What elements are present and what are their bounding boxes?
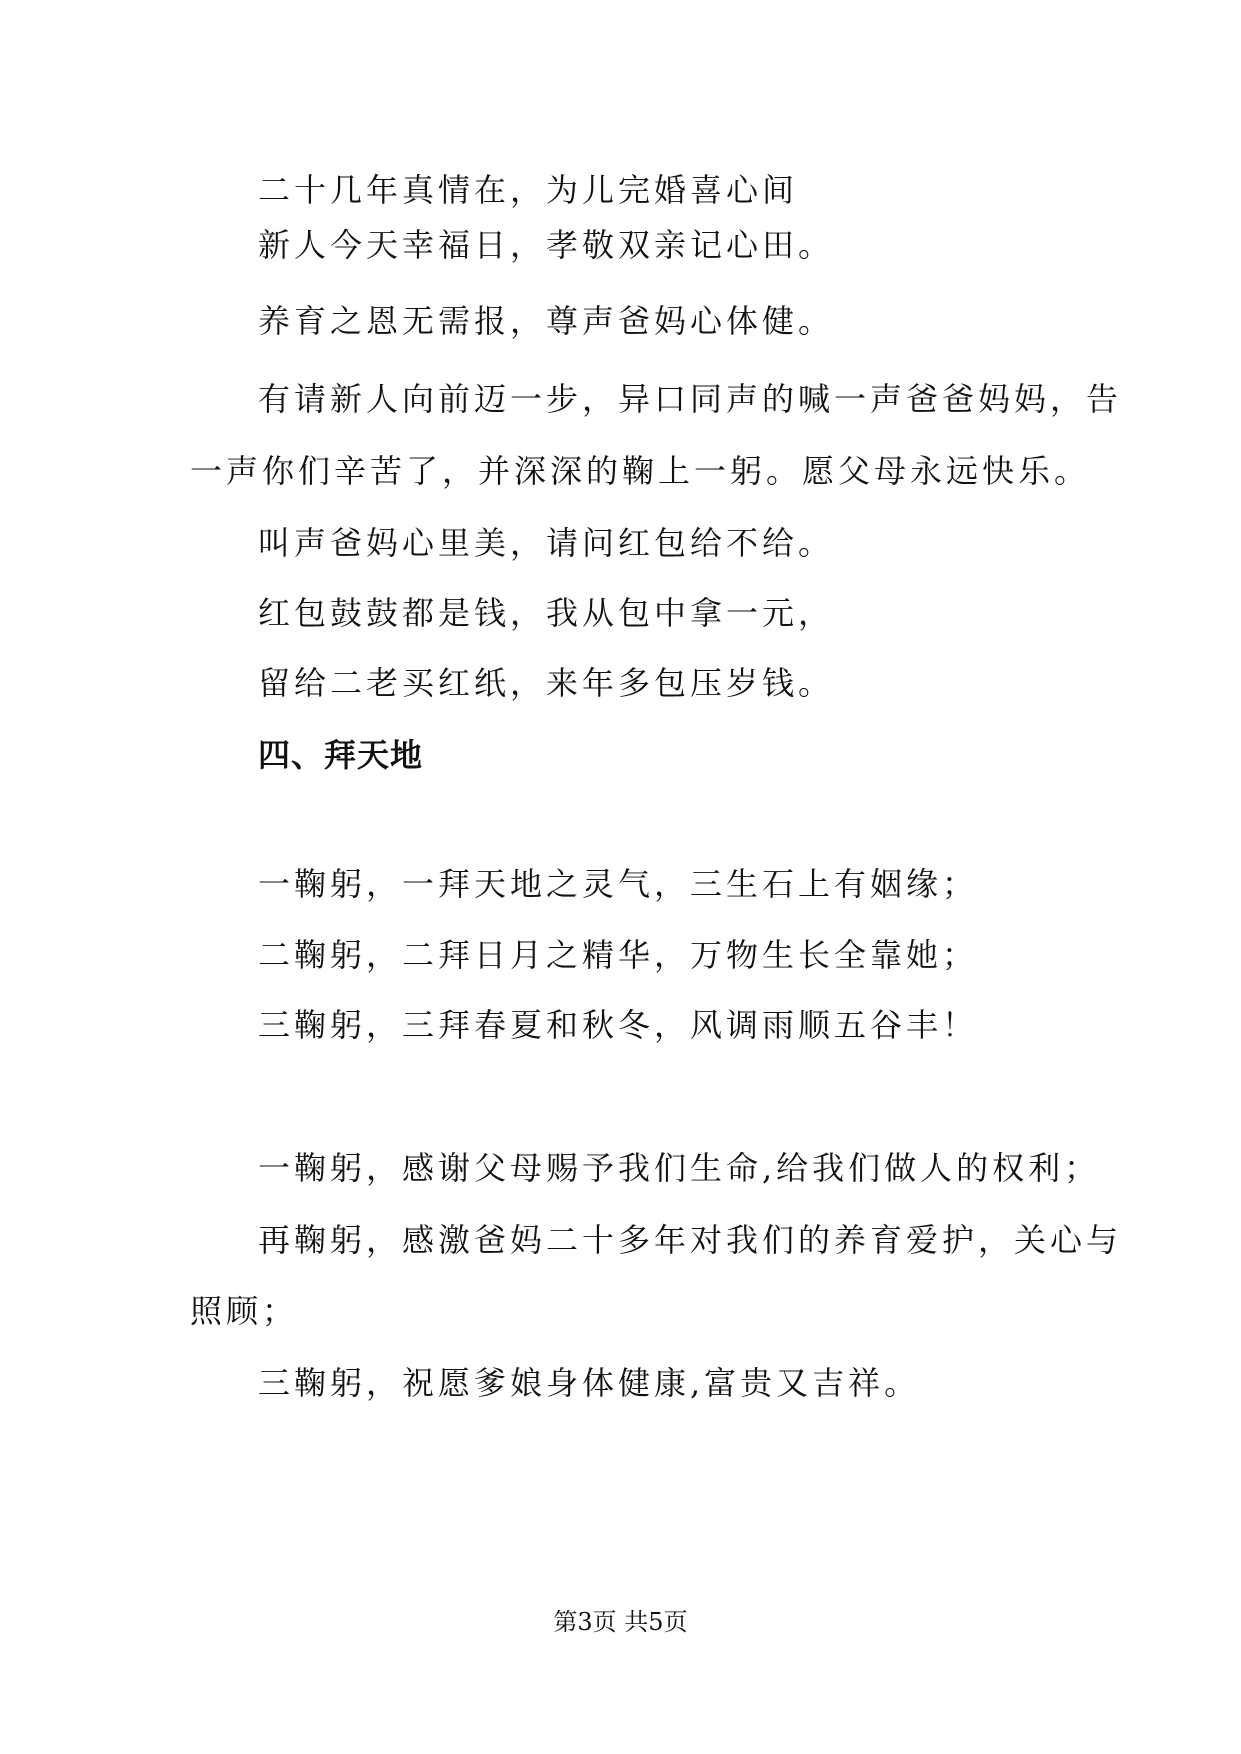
paragraph-line-1: 有请新人向前迈一步，异口同声的喊一声爸爸妈妈，告 — [258, 380, 1123, 418]
verse-line-6: 留给二老买红纸，来年多包压岁钱。 — [258, 664, 835, 702]
bow-line-3: 三鞠躬，三拜春夏和秋冬，风调雨顺五谷丰！ — [258, 1006, 979, 1044]
verse-line-2: 新人今天幸福日，孝敬双亲记心田。 — [258, 226, 835, 264]
thanks-line-4: 三鞠躬，祝愿爹娘身体健康,富贵又吉祥。 — [258, 1364, 921, 1402]
verse-line-3: 养育之恩无需报，尊声爸妈心体健。 — [258, 302, 835, 340]
thanks-line-2: 再鞠躬，感激爸妈二十多年对我们的养育爱护，关心与 — [258, 1221, 1123, 1259]
section-heading: 四、拜天地 — [258, 736, 424, 774]
thanks-line-1: 一鞠躬，感谢父母赐予我们生命,给我们做人的权利； — [258, 1149, 1101, 1187]
thanks-line-3: 照顾； — [190, 1292, 299, 1330]
page-number-footer: 第3页 共5页 — [553, 1608, 688, 1636]
verse-line-5: 红包鼓鼓都是钱，我从包中拿一元， — [258, 594, 835, 632]
verse-line-4: 叫声爸妈心里美，请问红包给不给。 — [258, 524, 835, 562]
bow-line-1: 一鞠躬，一拜天地之灵气，三生石上有姻缘； — [258, 865, 979, 903]
bow-line-2: 二鞠躬，二拜日月之精华，万物生长全靠她； — [258, 936, 979, 974]
verse-line-1: 二十几年真情在，为儿完婚喜心间 — [258, 171, 799, 209]
paragraph-line-2: 一声你们辛苦了，并深深的鞠上一躬。愿父母永远快乐。 — [190, 452, 1091, 490]
